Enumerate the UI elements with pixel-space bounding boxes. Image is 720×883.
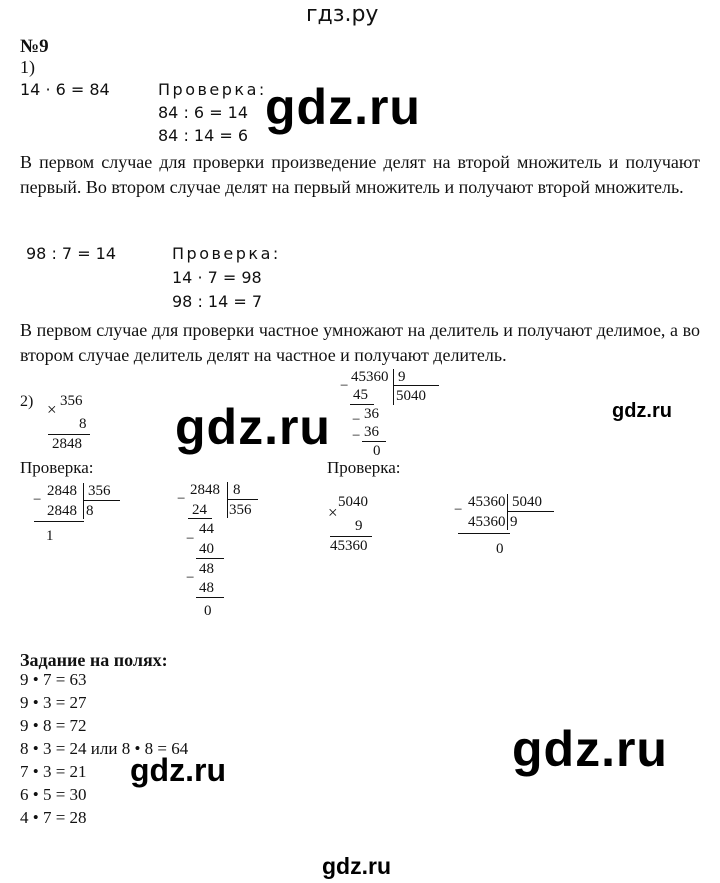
explanation-2: В первом случае для проверки частное умножают на делитель и получают делимое, а во втором случае делитель делят на частное и получают делитель.: [20, 320, 700, 365]
margin-task-line-3: 9 • 8 = 72: [20, 716, 87, 735]
mult2-a: 5040: [338, 494, 368, 510]
div2-divisor: 8: [233, 482, 241, 498]
example2-check-line-1: 14 · 7 = 98: [172, 268, 262, 287]
example2-check-title: Проверка:: [172, 244, 281, 263]
watermark-3: gdz.ru: [612, 400, 672, 422]
site-header: гдз.ру: [306, 2, 379, 27]
example2-equation: 98 : 7 = 14: [26, 244, 117, 263]
check2-dividend: 45360: [468, 494, 506, 510]
part2-label: 2): [20, 393, 34, 410]
part1-label: 1): [20, 57, 35, 77]
margin-task-line-7: 4 • 7 = 28: [20, 808, 87, 827]
div2-step-3: 40: [199, 541, 214, 557]
margin-task-line-5: 7 • 3 = 21: [20, 762, 87, 781]
div2-step-6: 0: [204, 603, 212, 619]
div2-step-5: 48: [199, 580, 214, 596]
check1-dividend: 2848: [47, 483, 77, 499]
check1-sub: 2848: [47, 503, 77, 519]
example1-check-line-2: 84 : 14 = 6: [158, 126, 249, 145]
div-top-step-3: 36: [364, 424, 379, 440]
div-top-dividend: 45360: [351, 369, 389, 385]
margin-task-title: Задание на полях:: [20, 650, 168, 670]
example2-check-line-2: 98 : 14 = 7: [172, 292, 263, 311]
example1-check-line-1: 84 : 6 = 14: [158, 103, 249, 122]
mult2-b: 9: [355, 518, 363, 534]
div2-step-4: 48: [199, 561, 214, 577]
check1-remainder: 1: [46, 528, 54, 544]
explanation-1: В первом случае для проверки произведение делят на второй множитель и получают первый. Во втором случае делят на первый множитель и получают второй множитель.: [20, 152, 700, 197]
watermark-2: gdz.ru: [175, 399, 331, 455]
mult1-b: 8: [79, 416, 87, 432]
watermark-4: gdz.ru: [512, 721, 668, 777]
div-top-step-1: 45: [353, 387, 368, 403]
watermark-5: gdz.ru: [130, 752, 226, 788]
margin-task-line-4: 8 • 3 = 24 или 8 • 8 = 64: [20, 739, 189, 758]
div2-step-2: 44: [199, 521, 214, 537]
margin-task-line-2: 9 • 3 = 27: [20, 693, 87, 712]
check2-quotient: 9: [510, 514, 518, 530]
div2-dividend: 2848: [190, 482, 220, 498]
mult2-result: 45360: [330, 538, 368, 554]
margin-task-line-6: 6 • 5 = 30: [20, 785, 87, 804]
check2-divisor: 5040: [512, 494, 542, 510]
mult1-a: 356: [60, 393, 83, 409]
example1-check-title: Проверка:: [158, 80, 267, 99]
check2-sub: 45360: [468, 514, 506, 530]
mult1-result: 2848: [52, 436, 82, 452]
div-top-step-2: 36: [364, 406, 379, 422]
check-label-2: Проверка:: [327, 458, 401, 477]
div-top-step-4: 0: [373, 443, 381, 459]
check1-quotient: 8: [86, 503, 94, 519]
mult2-sign: ×: [328, 503, 338, 522]
div2-step-1: 24: [192, 502, 207, 518]
check-label-1: Проверка:: [20, 458, 94, 477]
margin-task-line-1: 9 • 7 = 63: [20, 670, 87, 689]
watermark-6: gdz.ru: [322, 853, 391, 879]
div-top-divisor: 9: [398, 369, 406, 385]
check1-divisor: 356: [88, 483, 111, 499]
example1-equation: 14 · 6 = 84: [20, 80, 110, 99]
div2-quotient: 356: [229, 502, 252, 518]
watermark-1: gdz.ru: [265, 79, 421, 135]
div-top-quotient: 5040: [396, 388, 426, 404]
div-top-minus: −: [340, 378, 349, 394]
task-number: №9: [20, 36, 49, 57]
mult1-sign: ×: [47, 400, 57, 419]
check2-remainder: 0: [496, 541, 504, 557]
